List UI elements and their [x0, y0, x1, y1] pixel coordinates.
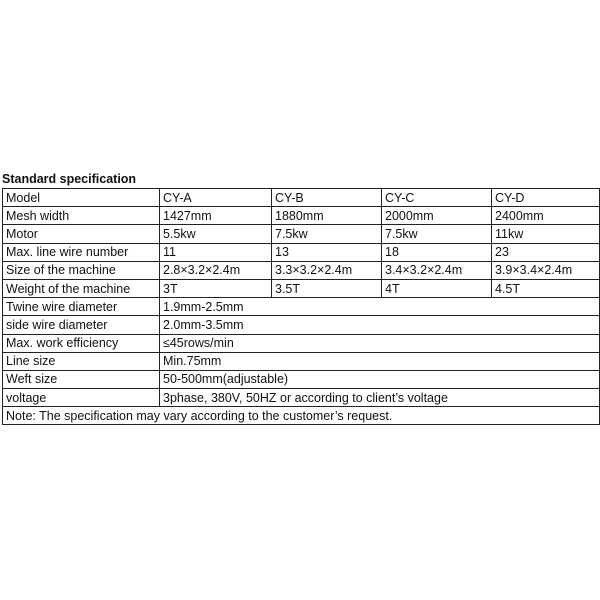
row-label: Max. work efficiency [3, 334, 160, 352]
row-label: Weft size [3, 370, 160, 388]
header-cell-cy-b: CY-B [272, 189, 382, 207]
table-cell-wide: 1.9mm-2.5mm [160, 298, 600, 316]
table-cell: 3.9×3.4×2.4m [492, 261, 600, 279]
table-cell: 3T [160, 279, 272, 297]
row-label: Max. line wire number [3, 243, 160, 261]
table-row-mesh-width [3, 207, 600, 225]
table-row-motor [3, 225, 600, 243]
table-row-line-wire-number [3, 243, 600, 261]
row-label: Motor [3, 225, 160, 243]
table-row-weft-size [3, 370, 600, 388]
row-label: Weight of the machine [3, 279, 160, 297]
table-row-work-efficiency [3, 334, 600, 352]
table-cell: 7.5kw [272, 225, 382, 243]
table-cell: 11kw [492, 225, 600, 243]
table-cell: 3.3×3.2×2.4m [272, 261, 382, 279]
table-row-side-wire-diameter [3, 316, 600, 334]
header-cell-cy-a: CY-A [160, 189, 272, 207]
row-label: Twine wire diameter [3, 298, 160, 316]
table-cell: 2000mm [382, 207, 492, 225]
table-cell: 18 [382, 243, 492, 261]
row-label: voltage [3, 389, 160, 407]
table-cell: 2400mm [492, 207, 600, 225]
table-cell-wide: 3phase, 380V, 50HZ or according to client’s voltage [160, 389, 600, 407]
table-cell: 23 [492, 243, 600, 261]
table-cell: 11 [160, 243, 272, 261]
row-label: side wire diameter [3, 316, 160, 334]
table-cell-wide: 2.0mm-3.5mm [160, 316, 600, 334]
table-cell: 1880mm [272, 207, 382, 225]
table-cell: 1427mm [160, 207, 272, 225]
table-cell: 13 [272, 243, 382, 261]
table-row-note [3, 407, 600, 425]
note-cell: Note: The specification may vary according to the customer’s request. [3, 407, 600, 425]
row-label: Size of the machine [3, 261, 160, 279]
header-cell-model: Model [3, 189, 160, 207]
table-row-machine-weight [3, 279, 600, 297]
row-label: Mesh width [3, 207, 160, 225]
spec-title: Standard specification [2, 172, 137, 186]
table-row-machine-size [3, 261, 600, 279]
table-cell-wide: 50-500mm(adjustable) [160, 370, 600, 388]
row-label: Line size [3, 352, 160, 370]
header-cell-cy-d: CY-D [492, 189, 600, 207]
table-cell: 7.5kw [382, 225, 492, 243]
table-cell: 5.5kw [160, 225, 272, 243]
table-cell: 2.8×3.2×2.4m [160, 261, 272, 279]
table-cell: 4T [382, 279, 492, 297]
header-row [3, 189, 600, 207]
table-row-twine-wire-diameter [3, 298, 600, 316]
table-cell-wide: Min.75mm [160, 352, 600, 370]
table-cell: 4.5T [492, 279, 600, 297]
table-row-voltage [3, 389, 600, 407]
table-cell: 3.4×3.2×2.4m [382, 261, 492, 279]
table-cell: 3.5T [272, 279, 382, 297]
table-row-line-size [3, 352, 600, 370]
header-cell-cy-c: CY-C [382, 189, 492, 207]
table-cell-wide: ≤45rows/min [160, 334, 600, 352]
spec-table [2, 188, 600, 425]
